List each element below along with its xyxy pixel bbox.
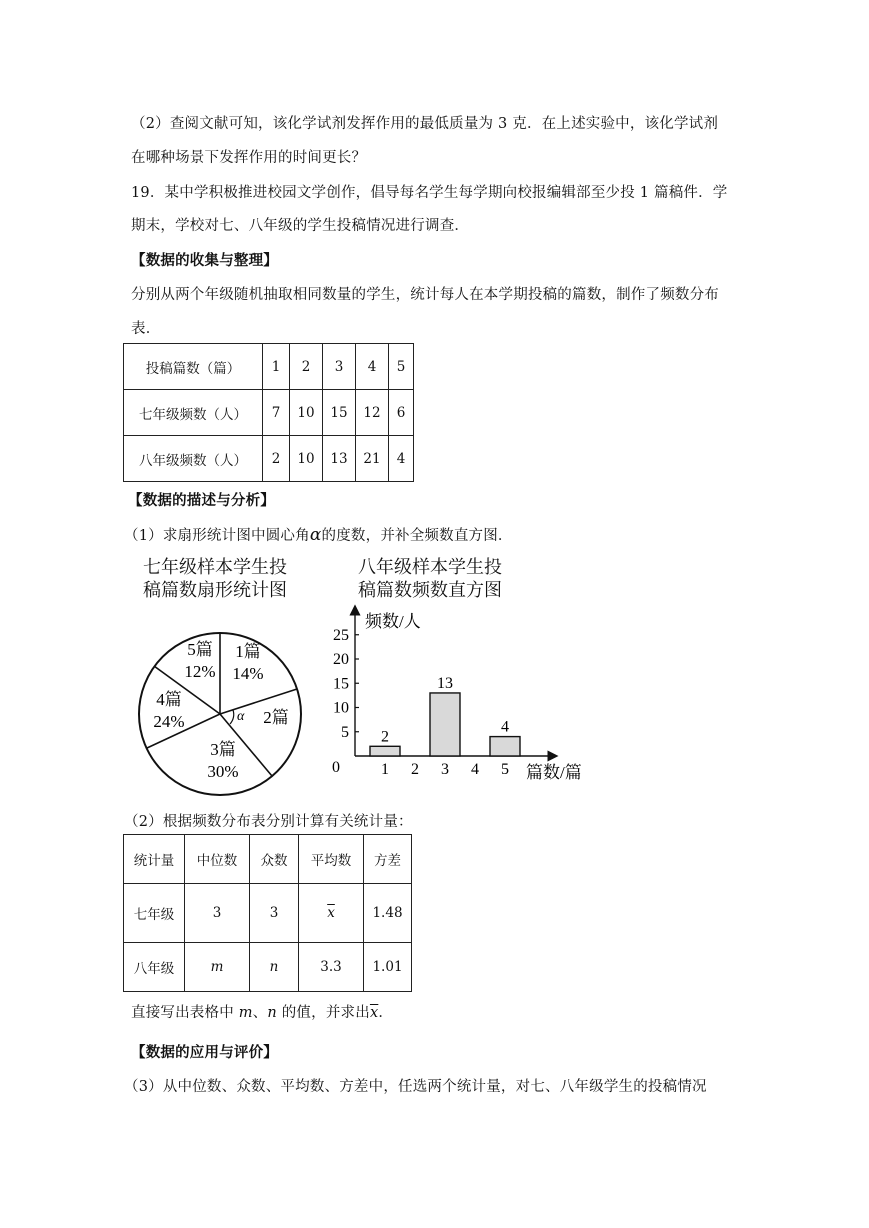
table-cell bbox=[299, 884, 364, 943]
q19-text-line2: 期末，学校对七、八年级的学生投稿情况进行调查． bbox=[131, 218, 470, 234]
table-cell: 1.01 bbox=[364, 943, 412, 992]
slice-label-1: 1篇 bbox=[235, 642, 261, 661]
collect-text-line1: 分别从两个年级随机抽取相同数量的学生，统计每人在本学期投稿的篇数，制作了频数分布 bbox=[131, 287, 719, 303]
bar-value-label: 13 bbox=[437, 674, 453, 692]
table-cell: 1 bbox=[263, 344, 290, 390]
y-tick-label: 20 bbox=[333, 651, 349, 668]
histogram-bar bbox=[370, 746, 400, 756]
y-tick-label: 5 bbox=[341, 723, 349, 741]
table-cell: 2 bbox=[263, 436, 290, 482]
slice-percent-4: 24% bbox=[153, 712, 185, 731]
histogram-bar bbox=[490, 737, 520, 756]
histogram-title bbox=[358, 556, 502, 602]
direct-mid: 的值，并求出 bbox=[276, 1005, 370, 1021]
table-row bbox=[124, 884, 412, 943]
y-axis-label: 频数/人 bbox=[365, 612, 421, 631]
table-row bbox=[124, 835, 412, 884]
table-cell: 10 bbox=[290, 436, 323, 482]
pie-chart bbox=[130, 608, 320, 798]
table-cell: 八年级 bbox=[124, 943, 185, 992]
table-cell: 七年级频数（人） bbox=[124, 390, 263, 436]
q2-text-line1: （2）查阅文献可知，该化学试剂发挥作用的最低质量为 3 克．在上述实验中，该化学试剂 bbox=[131, 116, 719, 132]
median-variable-m: m bbox=[210, 959, 224, 975]
mean-symbol-x: $\overline{x}$ bbox=[327, 905, 335, 921]
part1-text bbox=[124, 524, 513, 545]
table-cell: 4 bbox=[356, 344, 389, 390]
x-tick-label: 1 bbox=[381, 761, 389, 778]
table-cell: 统计量 bbox=[124, 835, 185, 884]
table-cell: 投稿篇数（篇） bbox=[124, 344, 263, 390]
slice-label-4: 4篇 bbox=[156, 690, 182, 709]
x-tick-label: 3 bbox=[441, 761, 449, 778]
frequency-table bbox=[123, 343, 414, 482]
part2-text: （2）根据频数分布表分别计算有关统计量： bbox=[124, 814, 413, 830]
section-apply-heading: 【数据的应用与评价】 bbox=[131, 1044, 278, 1061]
table-cell: 12 bbox=[356, 390, 389, 436]
table-cell bbox=[185, 943, 250, 992]
pie-title-line1: 七年级样本学生投 bbox=[143, 557, 287, 578]
direct-m: m bbox=[238, 1005, 253, 1021]
direct-n: n bbox=[267, 1005, 277, 1021]
table-cell: 10 bbox=[290, 390, 323, 436]
table-cell: 平均数 bbox=[299, 835, 364, 884]
origin-label: 0 bbox=[332, 759, 340, 776]
direct-prefix: 直接写出表格中 bbox=[131, 1005, 239, 1021]
table-cell: 3 bbox=[250, 884, 299, 943]
table-cell: 21 bbox=[356, 436, 389, 482]
table-cell: 方差 bbox=[364, 835, 412, 884]
table-cell: 5 bbox=[389, 344, 414, 390]
histogram-title-line1: 八年级样本学生投 bbox=[358, 557, 502, 578]
table-cell: 众数 bbox=[250, 835, 299, 884]
x-axis-label: 篇数/篇 bbox=[526, 763, 582, 782]
slice-percent-3: 30% bbox=[207, 762, 239, 781]
y-tick-label: 15 bbox=[333, 675, 349, 693]
q2-text-line2: 在哪种场景下发挥作用的时间更长？ bbox=[131, 150, 367, 166]
y-tick-label: 25 bbox=[333, 626, 349, 644]
bar-value-label: 2 bbox=[381, 728, 389, 746]
slice-label-2: 2篇 bbox=[263, 708, 289, 727]
table-cell: 3 bbox=[185, 884, 250, 943]
alpha-label: α bbox=[237, 709, 245, 724]
section-collect-heading: 【数据的收集与整理】 bbox=[131, 252, 278, 269]
table-row bbox=[124, 943, 412, 992]
table-cell: 13 bbox=[323, 436, 356, 482]
direct-text bbox=[131, 1001, 393, 1022]
section-describe-heading: 【数据的描述与分析】 bbox=[128, 492, 275, 509]
direct-x: $\overline{x}$ bbox=[369, 1005, 379, 1021]
pie-title bbox=[143, 556, 287, 602]
table-cell: 1.48 bbox=[364, 884, 412, 943]
direct-end: ． bbox=[378, 1005, 394, 1021]
y-tick-label: 10 bbox=[333, 699, 349, 717]
table-row bbox=[124, 436, 414, 482]
slice-percent-5: 12% bbox=[184, 662, 216, 681]
table-cell: 中位数 bbox=[185, 835, 250, 884]
histogram-title-line2: 稿篇数频数直方图 bbox=[358, 580, 502, 601]
part3-text: （3）从中位数、众数、平均数、方差中，任选两个统计量，对七、八年级学生的投稿情况 bbox=[124, 1079, 707, 1095]
q19-text-line1: 19．某中学积极推进校园文学创作，倡导每名学生每学期向校报编辑部至少投 1 篇稿件．学 bbox=[131, 185, 728, 201]
table-cell: 4 bbox=[389, 436, 414, 482]
bar-value-label: 4 bbox=[501, 718, 509, 736]
part1-suffix: 的度数，并补全频数直方图． bbox=[321, 528, 513, 544]
mode-variable-n: n bbox=[269, 959, 279, 975]
x-tick-label: 5 bbox=[501, 761, 509, 778]
x-tick-label: 4 bbox=[471, 761, 479, 778]
table-cell: 3.3 bbox=[299, 943, 364, 992]
table-cell: 15 bbox=[323, 390, 356, 436]
histogram-chart bbox=[318, 602, 588, 792]
table-cell: 2 bbox=[290, 344, 323, 390]
slice-label-5: 5篇 bbox=[187, 640, 213, 659]
table-row bbox=[124, 390, 414, 436]
table-cell: 七年级 bbox=[124, 884, 185, 943]
x-tick-label: 2 bbox=[411, 761, 419, 778]
table-cell bbox=[250, 943, 299, 992]
part1-alpha: α bbox=[309, 525, 322, 545]
table-cell: 6 bbox=[389, 390, 414, 436]
pie-title-line2: 稿篇数扇形统计图 bbox=[143, 580, 287, 601]
part1-prefix: （1）求扇形统计图中圆心角 bbox=[124, 528, 310, 544]
slice-label-3: 3篇 bbox=[210, 740, 236, 759]
table-row bbox=[124, 344, 414, 390]
direct-sep: 、 bbox=[252, 1005, 268, 1021]
statistics-table bbox=[123, 834, 412, 992]
table-cell: 3 bbox=[323, 344, 356, 390]
table-cell: 八年级频数（人） bbox=[124, 436, 263, 482]
collect-text-line2: 表． bbox=[131, 321, 161, 337]
histogram-bar bbox=[430, 693, 460, 756]
table-cell: 7 bbox=[263, 390, 290, 436]
slice-percent-1: 14% bbox=[232, 664, 264, 683]
